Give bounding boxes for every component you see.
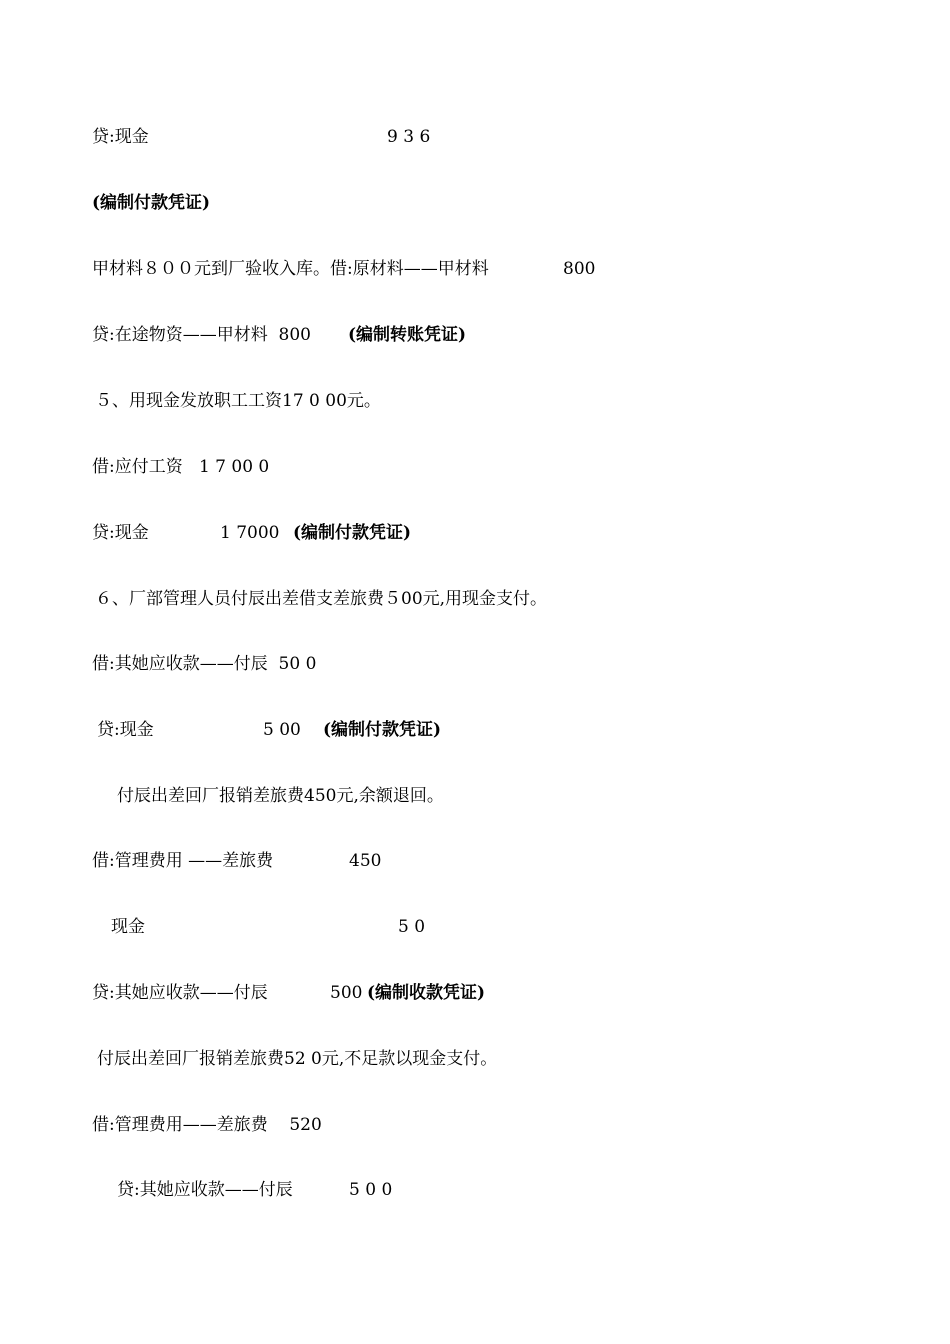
cash-50-entry [111,916,811,938]
entry-amount: 5 0 0 [349,1180,393,1200]
entry-credit-cash-936 [92,126,792,148]
debit-admin-expense-450 [92,850,792,872]
entry-label: 现金 [111,917,145,937]
voucher-label: (编制付款凭证) [293,523,412,543]
debit-admin-expense-520 [92,1114,792,1136]
credit-cash-500-entry [97,719,797,741]
voucher-label: (编制付款凭证) [92,193,211,213]
debit-wages-entry [92,456,792,478]
reimbursement-450-note [117,785,817,807]
voucher-label: (编制转账凭证) [348,325,467,345]
entry-amount: 5 00 [263,720,301,740]
entry-amount: 1 7000 [220,523,280,543]
entry-amount: 5 0 [398,917,426,937]
entry-label: 贷:现金 [92,523,149,543]
credit-cash-17000-entry [92,522,792,544]
entry-amount: 450 [349,851,382,871]
entry-text: 贷:在途物资——甲材料 800 [92,325,311,345]
material-received-entry [92,258,792,280]
voucher-label: (编制付款凭证) [323,720,442,740]
entry-label: 借:管理费用 ——差旅费 [92,851,274,871]
debit-receivable-entry [92,653,792,675]
entry-text: 付辰出差回厂报销差旅费450元,余额退回。 [117,786,444,806]
entry-text: ６、厂部管理人员付辰出差借支差旅费５00元,用现金支付。 [95,589,548,609]
entry-label: 贷:现金 [97,720,154,740]
entry-amount: 500 [330,983,363,1003]
reimbursement-520-note [97,1048,797,1070]
entry-text: 借:其她应收款——付辰 50 0 [92,654,317,674]
entry-label: 贷:其她应收款——付辰 [117,1180,293,1200]
entry-text: 付辰出差回厂报销差旅费52 0元,不足款以现金支付。 [97,1049,498,1069]
credit-receivable-500-final [117,1179,817,1201]
voucher-note-payment [92,192,492,214]
item-6-heading [95,588,795,610]
entry-text: 借:管理费用——差旅费 520 [92,1115,322,1135]
item-5-heading [95,390,795,412]
credit-in-transit-entry [92,324,792,346]
entry-label: 贷:现金 [92,127,149,147]
entry-amount: 800 [563,259,596,279]
entry-text: 甲材料８００元到厂验收入库。借:原材料——甲材料 [92,259,489,279]
voucher-label: (编制收款凭证) [367,983,486,1003]
entry-text: 借:应付工资 1 7 00 0 [92,457,270,477]
entry-text: ５、用现金发放职工工资17 0 00元。 [95,391,381,411]
entry-amount: 9 3 6 [387,127,431,147]
credit-receivable-500-entry [92,982,792,1004]
entry-label: 贷:其她应收款——付辰 [92,983,268,1003]
